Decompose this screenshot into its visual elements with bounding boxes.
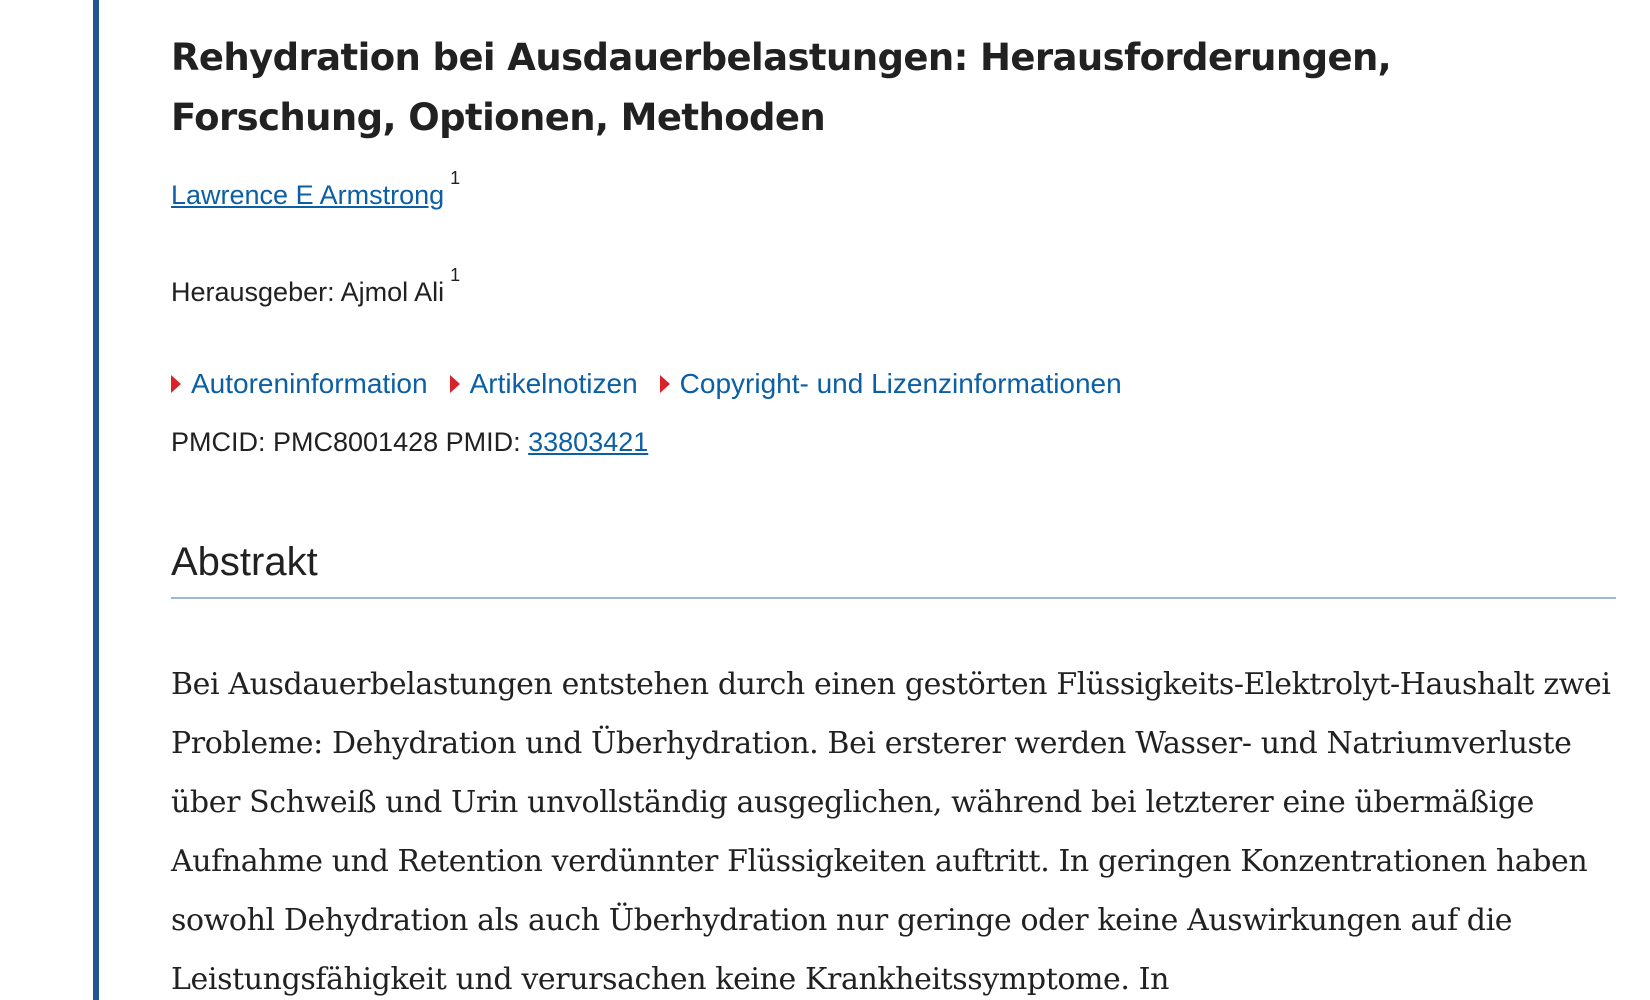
ids-prefix: PMCID: PMC8001428 PMID: [171, 427, 529, 457]
toggle-author-information[interactable] [171, 368, 428, 400]
toggle-label: Autoreninformation [191, 368, 428, 399]
article-title: Rehydration bei Ausdauerbelastungen: Herausforderungen, Forschung, Optionen, Methoden [171, 36, 1392, 139]
left-accent-bar [93, 0, 99, 1000]
article-ids [171, 427, 648, 458]
toggle-article-notes[interactable] [450, 368, 638, 400]
pmid-link[interactable]: 33803421 [528, 427, 649, 457]
article-info-toggles [171, 368, 1122, 400]
toggle-label: Artikelnotizen [469, 368, 638, 399]
caret-right-icon [660, 375, 670, 393]
caret-right-icon [171, 375, 181, 393]
author-affiliation-marker[interactable]: 1 [450, 168, 461, 188]
editor-affiliation-marker[interactable]: 1 [450, 265, 461, 285]
author-link[interactable]: Lawrence E Armstrong [171, 180, 445, 210]
caret-right-icon [450, 375, 460, 393]
author-line [171, 168, 461, 211]
abstract-heading: Abstrakt [171, 540, 1616, 599]
toggle-copyright-license[interactable] [660, 368, 1122, 400]
abstract-text: Bei Ausdauerbelastungen entstehen durch einen gestörten Flüssigkeits-Elektrolyt-Haushalt zwei Probleme: Dehydration und Überhydration. Bei ersterer werden Wasser- und Natriumverluste über Schweiß und Urin unvollständig ausgeglichen, während bei letzterer eine übermäßige Aufnahme und Retention verdünnter Flüssigkeiten auftritt. In geringen Konzentrationen haben sowohl Dehydration als auch Überhydration nur geringe oder keine Auswirkungen auf die Leistungsfähigkeit und verursachen keine Krankheitssymptome. In [171, 667, 1611, 997]
toggle-label: Copyright- und Lizenzinformationen [679, 368, 1122, 399]
article-content [171, 0, 1616, 997]
editor-line [171, 265, 461, 308]
editor-text: Herausgeber: Ajmol Ali [171, 277, 445, 307]
